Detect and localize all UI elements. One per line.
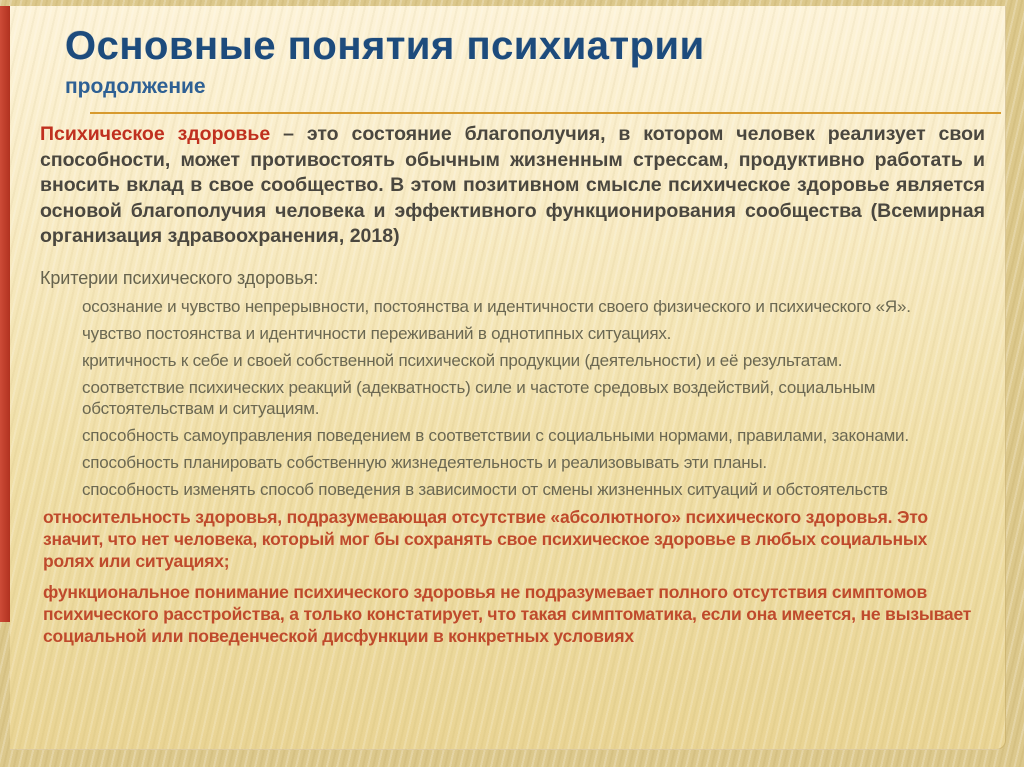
- criteria-heading: Критерии психического здоровья:: [40, 267, 319, 288]
- criteria-item: способность изменять способ поведения в зависимости от смены жизненных ситуаций и обстоятельств: [82, 479, 888, 499]
- definition-text: – это состояние благополучия, в котором человек реализует свои способности, может противостоять обычным жизненным стрессам, продуктивно работать и вносить вклад в свое сообщество. В этом позитивном смысле психическое здоровье является основой благополучия человека и эффективного функционирования сообщества (Всемирная организация здравоохранения, 2018): [40, 123, 985, 247]
- slide-body: [10, 114, 1005, 647]
- criteria-item: способность самоуправления поведением в соответствии с социальными нормами, правилами, законами.: [82, 425, 909, 445]
- criteria-item: критичность к себе и своей собственной психической продукции (деятельности) и её результатам.: [82, 350, 843, 370]
- criteria-item: чувство постоянства и идентичности переживаний в однотипных ситуациях.: [82, 323, 672, 343]
- criteria-item: осознание и чувство непрерывности, постоянства и идентичности своего физического и психического «Я».: [82, 296, 911, 316]
- definition-paragraph: [40, 122, 985, 250]
- criteria-list: [40, 296, 985, 500]
- slide-panel: [10, 6, 1006, 750]
- slide-header: [10, 6, 1005, 114]
- left-accent-bar: [0, 6, 10, 622]
- criteria-item: соответствие психических реакций (адекватность) силе и частоте средовых воздействий, социальным обстоятельствам и ситуациям.: [82, 377, 876, 418]
- note-paragraph: относительность здоровья, подразумевающая отсутствие «абсолютного» психического здоровья. Это значит, что нет человека, который мог бы сохранять свое психическое здоровье в любых социальных ролях или ситуациях;: [43, 506, 928, 571]
- slide-title: Основные понятия психиатрии: [65, 24, 705, 68]
- slide-subtitle: продолжение: [65, 75, 206, 98]
- note-paragraph: функциональное понимание психического здоровья не подразумевает полного отсутствия симптомов психического расстройства, а только констатирует, что такая симптоматика, если она имеется, не вызывает социальной или поведенческой дисфункции в конкретных условиях: [43, 581, 972, 646]
- notes-section: [40, 506, 985, 647]
- definition-term: Психическое здоровье: [40, 123, 271, 145]
- criteria-item: способность планировать собственную жизнедеятельность и реализовывать эти планы.: [82, 452, 767, 472]
